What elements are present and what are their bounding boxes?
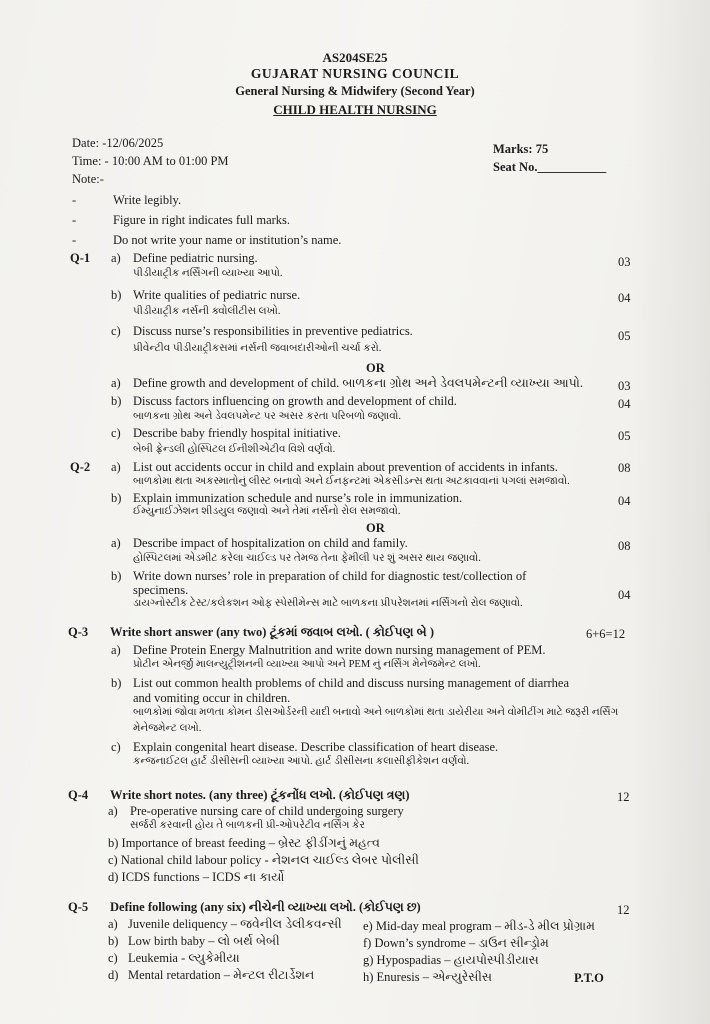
question-text: d) ICDS functions – ICDS ના કાર્યો [108,870,285,884]
question-label: Q-5 [68,900,89,914]
question-text: b) Importance of breast feeding – બ્રેસ્ટ ફીડીંગનું મહત્વ [108,836,380,850]
or-separator: OR [366,521,385,535]
page-shadow [630,0,710,1024]
question-marks: 04 [618,291,631,305]
question-text: Discuss factors influencing on growth and development of child. [133,394,457,408]
question-marks: 04 [618,397,631,411]
note-bullet: - [72,233,77,247]
item-letter: c) [111,426,121,440]
question-text-gujarati: સર્જરી કરવાની હોય તે બાળકની પ્રી-ઓપરેટીવ નર્સિંગ કેર [130,820,365,831]
question-text-gujarati: પ્રોટીન એનર્જી માલન્યુટ્રીશનની વ્યાખ્યા આપો અને PEM નું નર્સિંગ મેનેજમેન્ટ લખો. [133,659,481,670]
or-separator: OR [366,361,385,375]
item-letter: c) [111,740,121,754]
question-text-gujarati: બાળકોમાં જોવા મળતા કોમન ડીસઓર્ડરની યાદી બનાવો અને બાળકોમાં થતા ડાયેરીયા અને વોમીટીંગ માટે જરૂરી નર્સિંગ [133,707,619,718]
question-marks: 04 [618,494,631,508]
note-label: Note:- [72,172,104,186]
question-text: Explain congenital heart disease. Describe classification of heart disease. [133,740,499,754]
item-letter: c) [111,324,121,338]
note-bullet: - [72,213,77,227]
question-text: Describe baby friendly hospital initiative. [133,426,341,440]
question-marks: 03 [618,255,631,269]
item-letter: a) [108,804,118,818]
section-title: Write short answer (any two) ટૂંકમાં જવાબ લખો. ( કોઈપણ બે ) [110,625,434,639]
definition-item: Leukemia - લ્યુકેમીયા [128,951,240,965]
question-marks: 05 [618,429,631,443]
item-letter: b) [111,491,122,505]
council-name: GUJARAT NURSING COUNCIL [250,66,460,81]
item-letter: b) [111,394,122,408]
question-marks: 6+6=12 [586,627,626,641]
question-text: Define pediatric nursing. [133,251,258,265]
question-text: List out common health problems of child and discuss nursing management of diarrhea [133,676,570,690]
question-text-gujarati: હોસ્પિટલમાં એડમીટ કરેલા ચાઈલ્ડ પર તેમજ તેના ફેમીલી પર શું અસર થાય જણાવો. [133,553,481,564]
note-item: Write legibly. [113,193,182,207]
question-text: Write down nurses’ role in preparation of child for diagnostic test/collection of [133,569,527,583]
question-text-gujarati: ડાયગ્નોસ્ટીક ટેસ્ટ/કલેકશન ઓફ સ્પેસીમેન્સ માટે બાળકના પ્રીપરેશનમાં નર્સિંગનો રોલ જણાવો. [133,598,523,609]
question-marks: 08 [618,461,631,475]
item-letter: b) [111,569,122,583]
question-text-gujarati: ઈમ્યુનાઈઝેશન શીડયુલ જણાવો અને તેમાં નર્સનો રોલ સમજાવો. [133,506,401,517]
question-text: Explain immunization schedule and nurse’s role in immunization. [133,491,463,505]
item-letter: c) [108,951,118,965]
item-letter: a) [108,917,118,931]
question-label: Q-1 [70,251,91,265]
question-marks: 05 [618,329,631,343]
definition-item: e) Mid-day meal program – મીડ-ડે મીલ પ્રોગ્રામ [363,919,595,933]
question-marks: 03 [618,379,631,393]
section-title: Write short notes. (any three) ટૂંકનોંધ લખો. (કોઈપણ ત્રણ) [110,788,410,802]
item-letter: a) [111,536,121,550]
item-letter: a) [111,460,121,474]
question-label: Q-4 [68,788,89,802]
question-label: Q-3 [68,625,89,639]
question-text: List out accidents occur in child and explain about prevention of accidents in infants. [133,460,558,474]
item-letter: b) [111,676,122,690]
definition-item: f) Down’s syndrome – ડાઉન સીન્ડ્રોમ [363,936,549,950]
item-letter: d) [108,968,119,982]
item-letter: b) [111,288,122,302]
question-text-gujarati: કન્જનાઈટલ હાર્ટ ડીસીસની વ્યાખ્યા આપો. હાર્ટ ડીસીસના કલાસીફીકેશન વર્ણવો. [133,756,470,767]
item-letter: a) [111,376,121,390]
paper-code: AS204SE25 [322,50,388,65]
question-text-gujarati: બાળકોમા થતા અકસ્માતોનું લીસ્ટ બનાવો અને ઈનફન્ટમાં એકસીડન્સ થતા અટકાવવાનાં પગલાં સમજાવો. [133,476,570,487]
question-text: specimens. [133,583,189,597]
definition-item: h) Enuresis – એન્યુરેસીસ [363,970,493,984]
seat-number: Seat No.___________ [493,160,607,174]
total-marks: Marks: 75 [493,142,549,156]
definition-item: g) Hypospadias – હાયપોસ્પીડીયાસ [363,953,539,967]
note-bullet: - [72,193,77,207]
definition-item: Mental retardation – મેન્ટલ રીટાર્ડેશન [128,968,315,982]
note-item: Figure in right indicates full marks. [113,213,291,227]
question-text-gujarati: બાળકના ગ્રોથ અને ડેવલપમેન્ટ પર અસર કરતા પરિબળો જણાવો. [133,411,402,422]
question-text-gujarati: પીડીયાટ્રીક નર્સની ક્વોલીટીસ લખો. [133,306,281,317]
question-text: c) National child labour policy - નેશનલ ચાઈલ્ડ લેબર પોલીસી [108,853,419,867]
question-text: Define Protein Energy Malnutrition and write down nursing management of PEM. [133,643,546,657]
question-text: Describe impact of hospitalization on child and family. [133,536,408,550]
question-text: Pre-operative nursing care of child undergoing surgery [130,804,404,818]
item-letter: a) [111,251,121,265]
question-text-gujarati: પ્રીવેન્ટીવ પીડીયાટ્રીકસમાં નર્સની જવાબદારીઓની ચર્ચા કરો. [133,343,382,354]
question-marks: 12 [617,790,630,804]
question-text: and vomiting occur in children. [133,691,291,705]
question-text-gujarati: બેબી ફ્રેન્ડલી હોસ્પિટલ ઈનીશીએટીવ વિશે વર્ણવો. [133,444,336,455]
question-text: Write qualities of pediatric nurse. [133,288,301,302]
course-name: General Nursing & Midwifery (Second Year) [235,84,475,98]
subject-title: CHILD HEALTH NURSING [273,102,437,117]
section-title: Define following (any six) નીચેની વ્યાખ્યા લખો. (કોઈપણ છ) [110,900,421,914]
definition-item: Juvenile deliquency – જવેનીલ ડેલીકવન્સી [128,917,342,931]
question-text: Define growth and development of child. બાળકના ગ્રોથ અને ડેવલપમેન્ટની વ્યાખ્યા આપો. [133,376,584,390]
exam-date: Date: -12/06/2025 [72,136,164,150]
question-text-gujarati: પીડીયાટ્રીક નર્સિંગની વ્યાખ્યા આપો. [133,268,283,279]
item-letter: b) [108,934,119,948]
question-marks: 12 [617,903,630,917]
question-text-gujarati: મેનેજમેન્ટ લખો. [133,723,202,734]
exam-time: Time: - 10:00 AM to 01:00 PM [72,154,229,168]
item-letter: a) [111,643,121,657]
question-text: Discuss nurse’s responsibilities in preventive pediatrics. [133,324,413,338]
definition-item: Low birth baby – લો બર્થ બેબી [128,934,280,948]
question-marks: 08 [618,539,631,553]
question-label: Q-2 [70,460,91,474]
note-item: Do not write your name or institution’s name. [113,233,342,247]
question-marks: 04 [618,588,631,602]
please-turn-over: P.T.O [574,971,604,985]
